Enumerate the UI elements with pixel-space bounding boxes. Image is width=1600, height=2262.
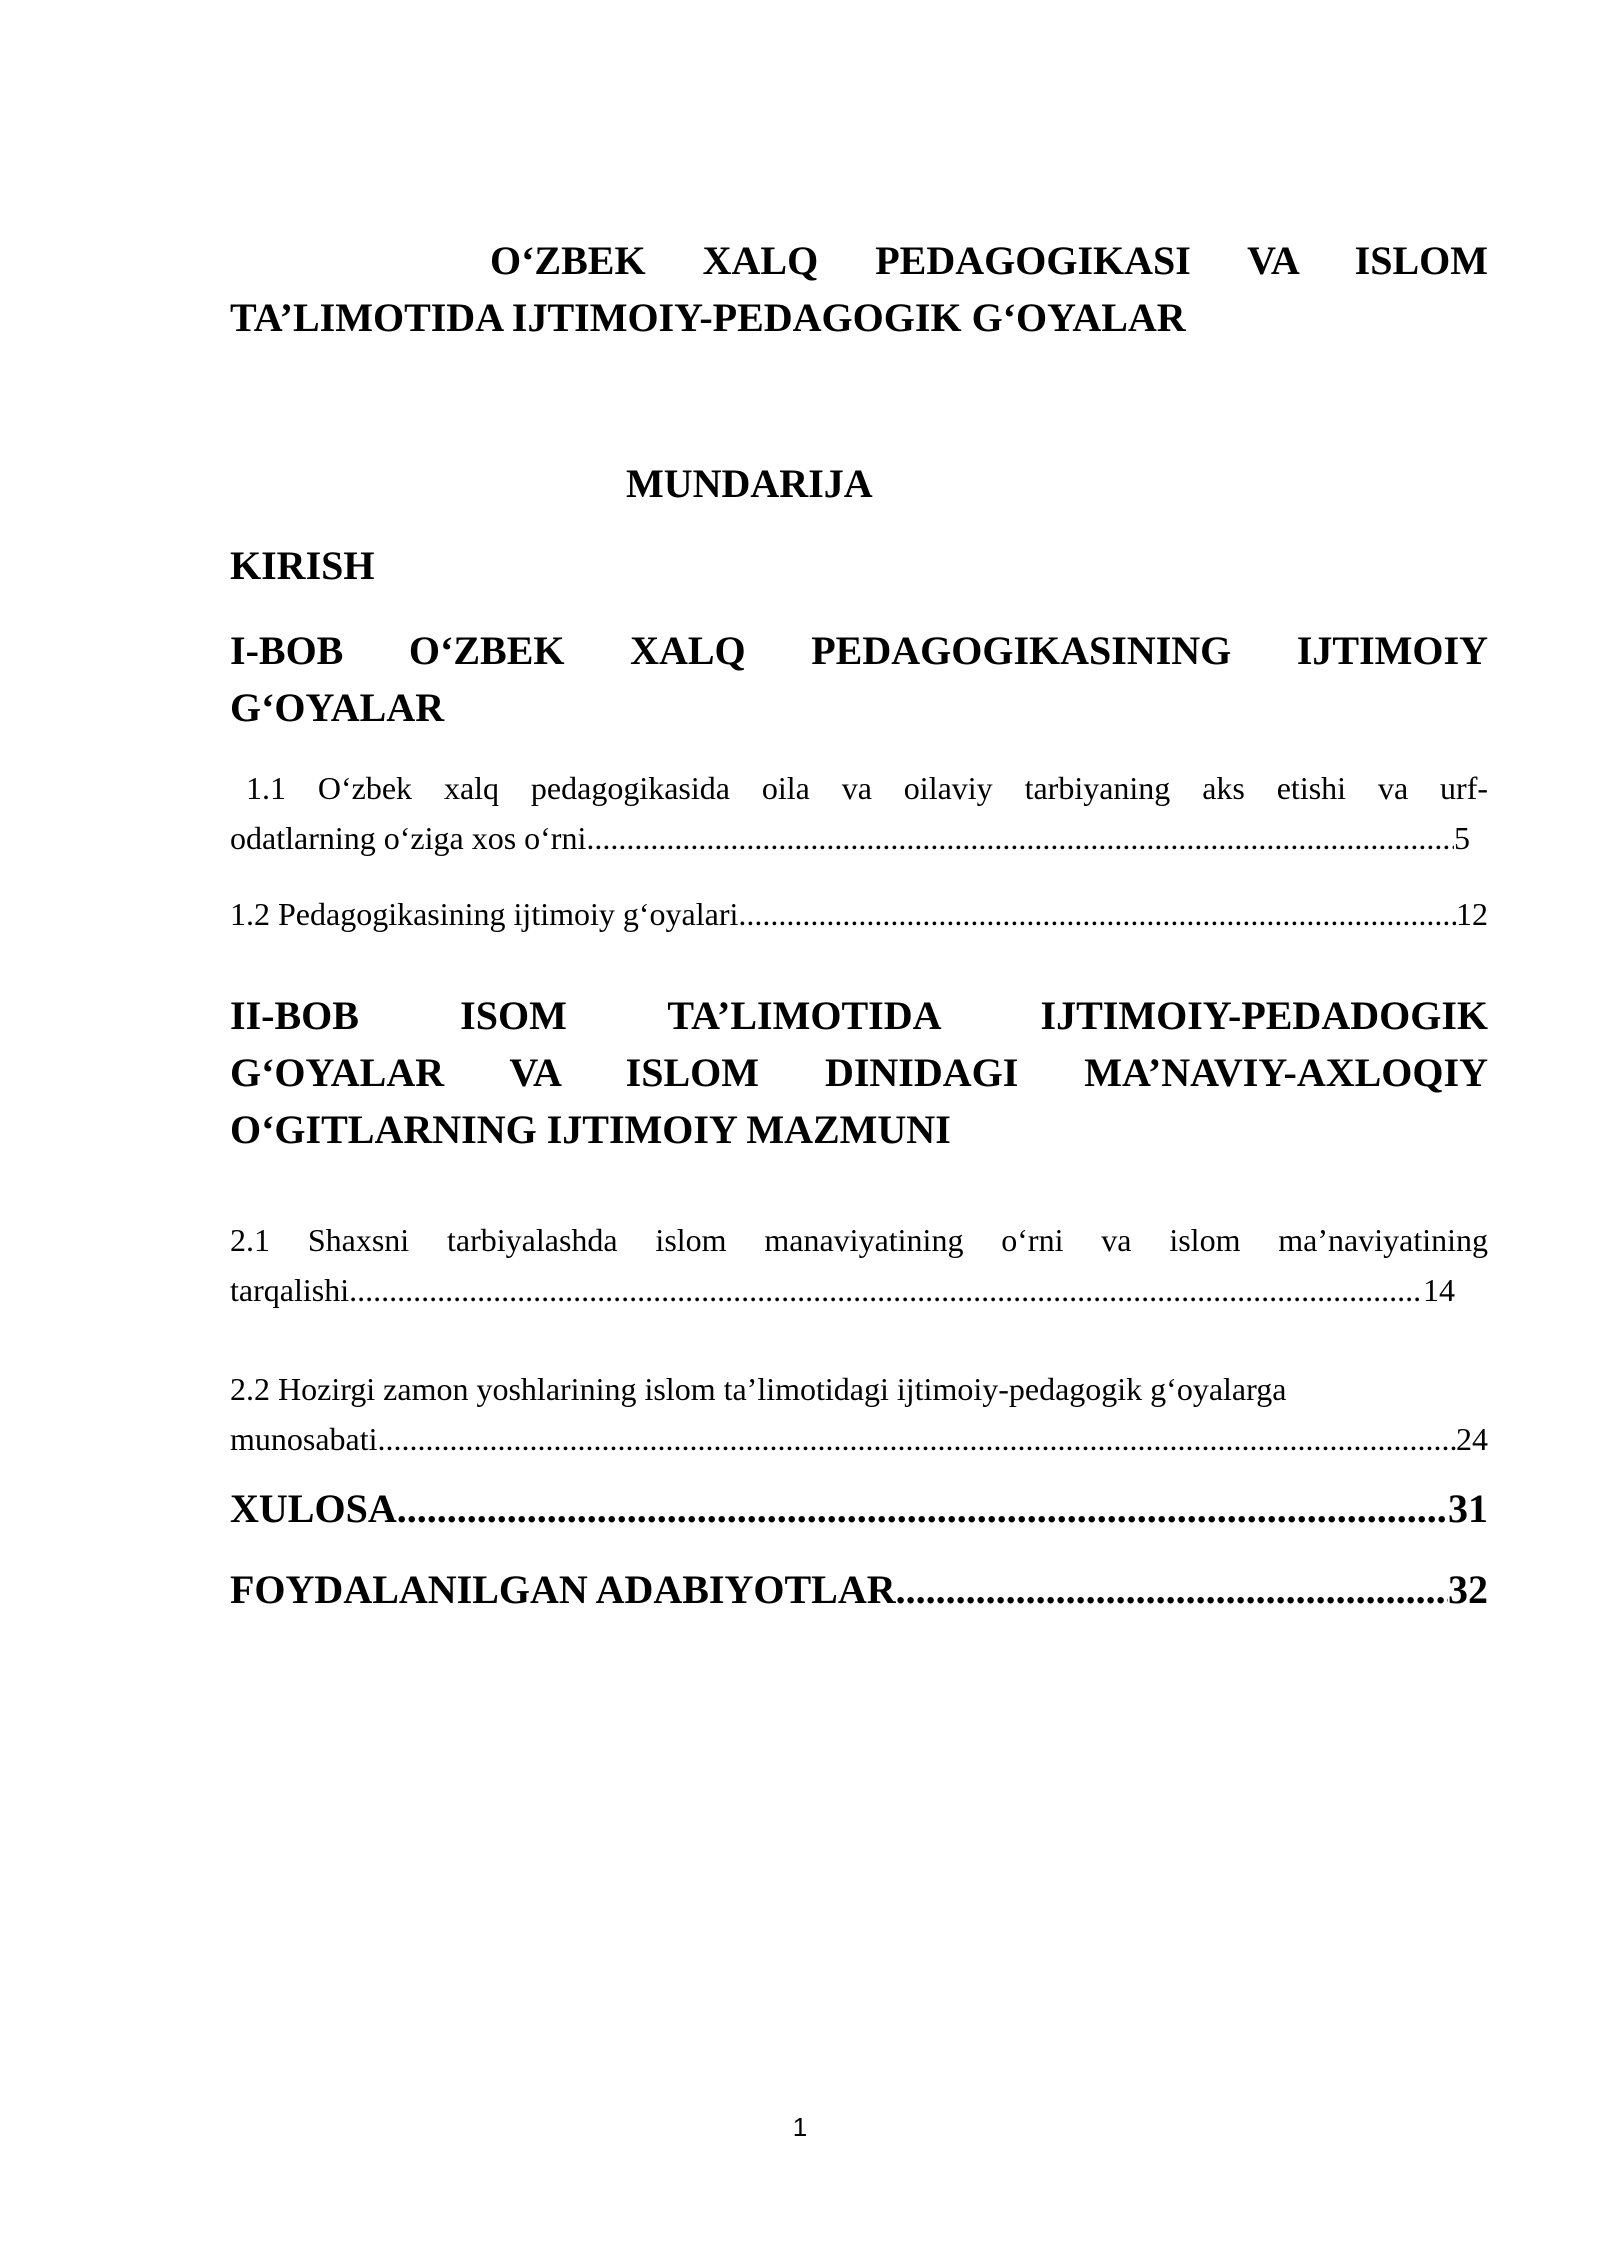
dot-leader — [738, 889, 1456, 939]
toc-section-2-1 — [230, 1215, 1488, 1315]
dot-leader — [349, 1265, 1423, 1315]
references-line — [230, 1561, 1488, 1618]
section-1-1-line-1: 1.1 O‘zbek xalq pedagogikasida oila va oilaviy tarbiyaning aks etishi va urf- — [246, 770, 1488, 806]
references-page: 32 — [1448, 1567, 1488, 1612]
conclusion-text: XULOSA — [230, 1486, 397, 1531]
chapter-2-line-1: II-BOB ISOM TA’LIMOTIDA IJTIMOIY-PEDADOGIK — [230, 993, 1488, 1038]
page-number: 1 — [792, 2112, 808, 2142]
toc-section-2-2 — [230, 1364, 1488, 1464]
section-1-1-page: 5 — [1454, 820, 1470, 856]
dot-leader — [586, 813, 1454, 863]
chapter-2-line-3: O‘GITLARNING IJTIMOIY MAZMUNI — [230, 1107, 951, 1152]
toc-chapter-1 — [230, 622, 1488, 736]
toc-section-1-2 — [230, 889, 1488, 939]
section-2-2-line-1: 2.2 Hozirgi zamon yoshlarining islom ta’limotidagi ijtimoiy-pedagogik g‘oyalarga — [230, 1371, 1287, 1407]
toc-conclusion — [230, 1480, 1488, 1537]
section-2-2-page: 24 — [1456, 1421, 1488, 1457]
section-2-1-line-2 — [230, 1265, 1455, 1315]
section-2-2-text: munosabati — [230, 1421, 378, 1457]
conclusion-line — [230, 1480, 1488, 1537]
dot-leader — [397, 1480, 1448, 1537]
section-2-1-line-1: 2.1 Shaxsni tarbiyalashda islom manaviyatining o‘rni va islom ma’naviyatining — [230, 1222, 1488, 1258]
contents-heading: MUNDARIJA — [626, 461, 873, 506]
section-1-1-line-2 — [230, 813, 1470, 863]
section-1-2-page: 12 — [1456, 896, 1488, 932]
toc-intro: KIRISH — [230, 543, 375, 588]
title-line-2: TA’LIMOTIDA IJTIMOIY-PEDAGOGIK G‘OYALAR — [230, 295, 1186, 340]
document-title — [230, 232, 1488, 346]
section-1-2-text: 1.2 Pedagogikasining ijtimoiy g‘oyalari — [230, 896, 739, 932]
chapter-1-line-2: G‘OYALAR — [230, 685, 445, 730]
conclusion-page: 31 — [1448, 1486, 1488, 1531]
dot-leader — [378, 1414, 1456, 1464]
section-1-1-text: odatlarning o‘ziga xos o‘rni — [230, 820, 587, 856]
section-2-2-line-2 — [230, 1414, 1488, 1464]
section-1-2-line — [230, 889, 1488, 939]
title-line-1: O‘ZBEK XALQ PEDAGOGIKASI VA ISLOM — [490, 238, 1488, 283]
toc-references — [230, 1561, 1488, 1618]
toc-chapter-2 — [230, 987, 1488, 1158]
section-2-1-text: tarqalishi — [230, 1272, 350, 1308]
toc-section-1-1 — [230, 763, 1488, 863]
references-text: FOYDALANILGAN ADABIYOTLAR — [230, 1567, 896, 1612]
chapter-1-line-1: I-BOB O‘ZBEK XALQ PEDAGOGIKASINING IJTIMOIY — [230, 628, 1488, 673]
dot-leader — [896, 1561, 1448, 1618]
chapter-2-line-2: G‘OYALAR VA ISLOM DINIDAGI MA’NAVIY-AXLOQIY — [230, 1050, 1488, 1095]
section-2-1-page: 14 — [1423, 1272, 1455, 1308]
